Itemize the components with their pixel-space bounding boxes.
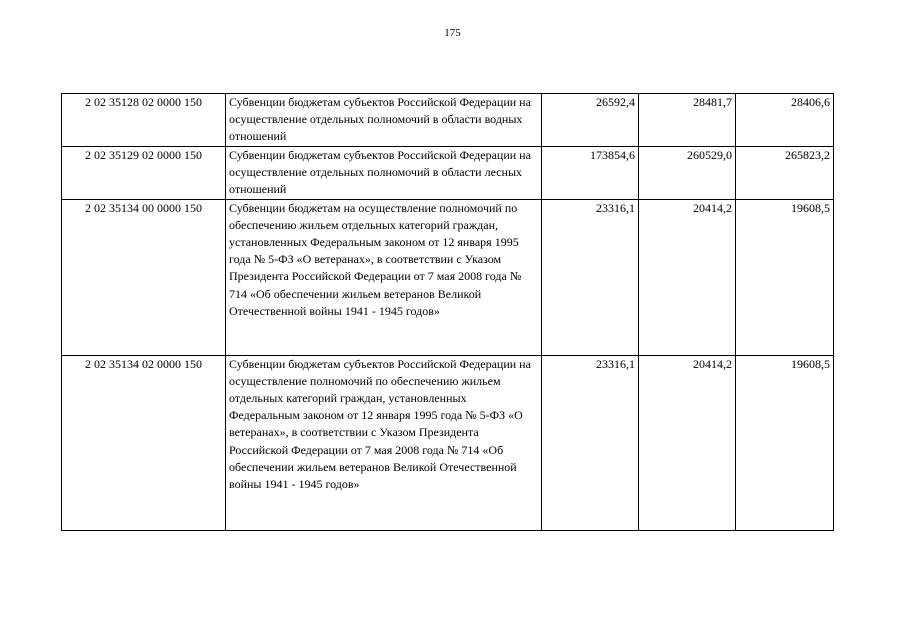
table-row: [62, 199, 834, 355]
budget-table: [61, 93, 834, 531]
amount-year2-cell: 28481,7: [639, 94, 736, 147]
budget-code-cell: 2 02 35134 02 0000 150: [62, 355, 226, 530]
amount-year1-cell: 26592,4: [542, 94, 639, 147]
revenue-name-cell: Субвенции бюджетам субъектов Российской Федерации на осуществление отдельных полномочий в области лесных отношений: [226, 146, 542, 199]
amount-year3-cell: 19608,5: [736, 199, 834, 355]
budget-code-cell: 2 02 35128 02 0000 150: [62, 94, 226, 147]
table-row: [62, 355, 834, 530]
amount-year1-cell: 23316,1: [542, 199, 639, 355]
revenue-name-cell: Субвенции бюджетам субъектов Российской Федерации на осуществление полномочий по обеспечению жильем отдельных категорий граждан, установленных Федеральным законом от 12 января 1995 года № 5-ФЗ «О ветеранах», в соответствии с Указом Президента Российской Федерации от 7 мая 2008 года № 714 «Об обеспечении жильем ветеранов Великой Отечественной войны 1941 - 1945 годов»: [226, 355, 542, 530]
table-row: [62, 146, 834, 199]
amount-year1-cell: 173854,6: [542, 146, 639, 199]
revenue-name-cell: Субвенции бюджетам субъектов Российской Федерации на осуществление отдельных полномочий в области водных отношений: [226, 94, 542, 147]
budget-code-cell: 2 02 35134 00 0000 150: [62, 199, 226, 355]
amount-year2-cell: 260529,0: [639, 146, 736, 199]
revenue-name-cell: Субвенции бюджетам на осуществление полномочий по обеспечению жильем отдельных категорий граждан, установленных Федеральным законом от 12 января 1995 года № 5-ФЗ «О ветеранах», в соответствии с Указом Президента Российской Федерации от 7 мая 2008 года № 714 «Об обеспечении жильем ветеранов Великой Отечественной войны 1941 - 1945 годов»: [226, 199, 542, 355]
amount-year3-cell: 28406,6: [736, 94, 834, 147]
amount-year3-cell: 265823,2: [736, 146, 834, 199]
amount-year2-cell: 20414,2: [639, 199, 736, 355]
amount-year1-cell: 23316,1: [542, 355, 639, 530]
budget-code-cell: 2 02 35129 02 0000 150: [62, 146, 226, 199]
amount-year2-cell: 20414,2: [639, 355, 736, 530]
table-row: [62, 94, 834, 147]
amount-year3-cell: 19608,5: [736, 355, 834, 530]
page-number: 175: [444, 27, 461, 39]
